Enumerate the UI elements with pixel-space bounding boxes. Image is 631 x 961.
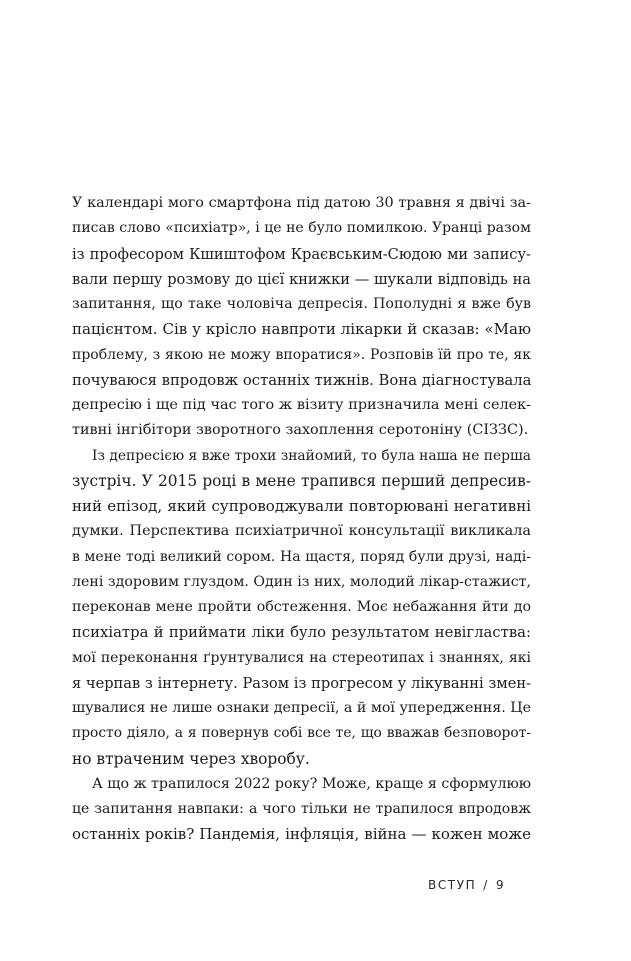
text-line: почуваюся впродовж останніх тижнів. Вона діагностувала <box>72 371 532 389</box>
text-line: переконав мене пройти обстеження. Моє небажання йти до <box>72 599 531 615</box>
text-line: тивні інгібітори зворотного захоплення серотоніну (СІЗЗС). <box>72 422 529 439</box>
text-line: А що ж трапилося 2022 року? Може, краще я сформулюю <box>92 775 532 792</box>
text-line: проблему, з якою не можу впоратися». Розповів їй про те, як <box>72 346 531 363</box>
page-footer <box>428 878 505 892</box>
text-line: я черпав з інтернету. Разом із прогресом у лікуванні змен- <box>72 674 531 692</box>
text-line: в мене тоді великий сором. На щастя, поряд були друзі, наді- <box>72 548 531 565</box>
text-line: просто діяло, а я повернув собі все те, що вважав безповорот- <box>72 725 531 742</box>
text-line: но втраченим через хворобу. <box>72 749 310 768</box>
text-line: останніх років? Пандемія, інфляція, війна — кожен може <box>72 825 531 844</box>
footer-separator: / <box>483 878 489 892</box>
text-line: Із депресією я вже трохи знайомий, то була наша не перша <box>92 447 532 464</box>
text-line: писав слово «психіатр», і це не було помилкою. Уранці разом <box>72 220 531 237</box>
text-line: мої переконання ґрунтувалися на стереотипах і знаннях, які <box>72 649 531 666</box>
text-line: лені здоровим глуздом. Один із них, молодий лікар-стажист, <box>72 573 532 590</box>
text-line: ний епізод, який супроводжували повторювані негативні <box>72 497 531 515</box>
text-line: депресію і ще під час того ж візиту призначила мені селек- <box>72 397 531 413</box>
page-number: 9 <box>495 878 506 892</box>
text-line: зустріч. У 2015 році в мене трапився перший депресив- <box>72 471 531 490</box>
text-line: запитання, що таке чоловіча депресія. Пополудні я вже був <box>72 296 531 312</box>
text-line: думки. Перспектива психіатричної консультації викликала <box>72 523 531 540</box>
text-line: У календарі мого смартфона під датою 30 травня я двічі за- <box>72 195 531 211</box>
body-text <box>72 191 531 848</box>
text-line: це запитання навпаки: а чого тільки не трапилося впродовж <box>72 801 531 817</box>
text-line: шувалися не лише ознаки депресії, а й мої упередження. Це <box>72 700 531 716</box>
text-line: вали першу розмову до цієї книжки — шукали відповідь на <box>72 270 531 288</box>
text-line: пацієнтом. Сів у крісло навпроти лікарки й сказав: «Маю <box>72 320 531 339</box>
running-head-section: ВСТУП <box>428 878 477 892</box>
text-line: психіатра й приймати ліки було результатом невігластва: <box>72 624 531 642</box>
text-line: із професором Кшиштофом Краєвським-Сюдою ми запису- <box>72 245 531 263</box>
